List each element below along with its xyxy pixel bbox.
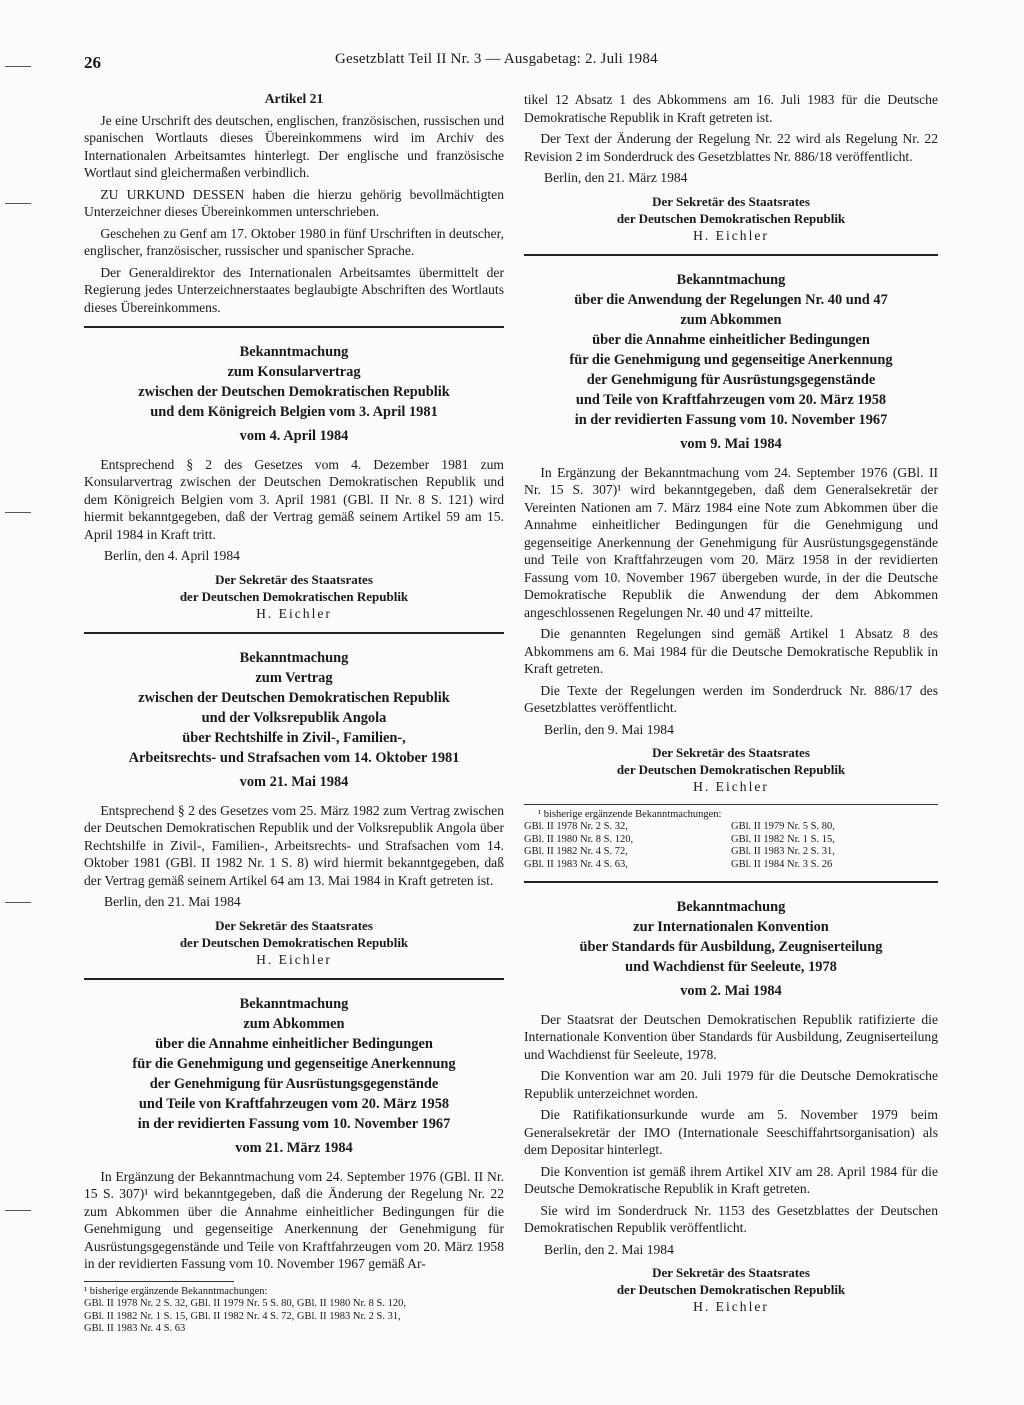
footnote-rule <box>84 1281 234 1282</box>
signature-title: der Deutschen Demokratischen Republik <box>616 762 846 777</box>
signature-name: H. Eichler <box>693 227 769 243</box>
section-divider <box>524 881 938 883</box>
footnote-row <box>524 834 938 847</box>
signature-name: H. Eichler <box>256 605 332 621</box>
announcement-body: Die genannten Regelungen sind gemäß Artikel 1 Absatz 8 des Abkommens am 6. Mai 1984 für die Deutsche Demokratische Republik in Kraft getreten. <box>524 626 938 676</box>
announcement-title: über die Annahme einheitlicher Bedingungen <box>592 332 870 348</box>
announcement-title: der Genehmigung für Ausrüstungsgegenstände <box>586 372 876 388</box>
signature-name: H. Eichler <box>693 1299 769 1314</box>
footnote-line: GBl. II 1984 Nr. 3 S. 26 <box>731 858 833 870</box>
announcement-title: zum Abkommen <box>243 1016 345 1032</box>
signature-title: der Deutschen Demokratischen Republik <box>616 210 846 226</box>
place-date: Berlin, den 9. Mai 1984 <box>544 721 674 737</box>
footnote-line: GBl. II 1983 Nr. 4 S. 63, <box>524 858 628 870</box>
signature-title: Der Sekretär des Staatsrates <box>652 1265 810 1280</box>
announcement-title: Bekanntmachung <box>676 272 786 288</box>
footnote-line: GBl. II 1982 Nr. 1 S. 15, <box>731 833 835 845</box>
article-paragraph: Geschehen zu Genf am 17. Oktober 1980 in fünf Urschriften in deutscher, englischer, französischer, russischer und spanischer Sprache. <box>84 225 504 258</box>
announcement-title: über die Anwendung der Regelungen Nr. 40 und 47 <box>574 292 888 308</box>
footnote-line: GBl. II 1979 Nr. 5 S. 80, <box>731 821 835 832</box>
announcement-body: In Ergänzung der Bekanntmachung vom 24. September 1976 (GBl. II Nr. 15 S. 307)¹ wird bekanntgegeben, daß dem Generalsekretär der Vereinten Nationen am 7. März 1984 eine Note zum Abkommen über die Annahme einheitlicher Bedingungen für die Genehmigung und gegenseitige Anerkennung der Genehmigung für Ausrüstungsgegenstände und Teile von Kraftfahrzeugen vom 20. März 1958 in der revidierten Fassung vom 10. November 1967 übergeben wurde, in der die Deutsche Demokratische Republik die Anwendung der dem Abkommen angeschlossenen Regelungen Nr. 40 und 47 mitteilte. <box>524 464 938 620</box>
announcement-seafarers <box>524 897 938 1316</box>
article-paragraph: Der Generaldirektor des Internationalen Arbeitsamtes übermittelt der Regierung jedes Unterzeichnerstaates beglaubigte Abschriften des Wortlauts dieses Übereinkommens. <box>84 264 504 315</box>
announcement-date: vom 2. Mai 1984 <box>680 983 782 999</box>
margin-mark <box>5 1210 31 1211</box>
announcement-title: und Teile von Kraftfahrzeugen vom 20. März 1958 <box>138 1096 450 1112</box>
signature-name: H. Eichler <box>693 779 769 794</box>
announcement-body: Die Konvention war am 20. Juli 1979 für die Deutsche Demokratische Republik unterzeichnet worden. <box>524 1068 938 1101</box>
announcement-title: zur Internationalen Konvention <box>633 919 829 935</box>
footnote-line: GBl. II 1978 Nr. 2 S. 32, GBl. II 1979 Nr. 5 S. 80, GBl. II 1980 Nr. 8 S. 120, <box>84 1298 407 1309</box>
announcement-title: zwischen der Deutschen Demokratischen Republik <box>138 690 450 706</box>
announcement-title: Bekanntmachung <box>239 996 349 1012</box>
footnote-line: GBl. II 1982 Nr. 1 S. 15, GBl. II 1982 Nr. 4 S. 72, GBl. II 1983 Nr. 2 S. 31, <box>84 1310 401 1322</box>
announcement-title: über Rechtshilfe in Zivil-, Familien-, <box>182 730 406 746</box>
announcement-title: Arbeitsrechts- und Strafsachen vom 14. Oktober 1981 <box>128 750 460 766</box>
running-header: Gesetzblatt Teil II Nr. 3 — Ausgabetag: 2. Juli 1984 <box>335 51 658 67</box>
announcement-date: vom 4. April 1984 <box>239 428 349 444</box>
announcement-title: Bekanntmachung <box>239 650 349 666</box>
announcement-title: der Genehmigung für Ausrüstungsgegenstände <box>149 1076 439 1092</box>
place-date: Berlin, den 2. Mai 1984 <box>544 1241 674 1257</box>
footnote-heading: ¹ bisherige ergänzende Bekanntmachungen: <box>84 1285 268 1297</box>
signature-title: der Deutschen Demokratischen Republik <box>179 934 409 950</box>
announcement-date: vom 21. März 1984 <box>235 1140 353 1156</box>
announcement-title: zwischen der Deutschen Demokratischen Republik <box>138 384 450 400</box>
announcement-title: zum Konsularvertrag <box>227 364 361 380</box>
footnote-row <box>524 859 938 872</box>
announcement-title: und dem Königreich Belgien vom 3. April 1981 <box>150 404 438 420</box>
continued-paragraph: Der Text der Änderung der Regelung Nr. 22 wird als Regelung Nr. 22 Revision 2 im Sonderdruck des Gesetzblattes Nr. 886/18 veröffentlicht. <box>524 131 938 164</box>
announcement-title: zum Abkommen <box>680 312 782 328</box>
left-column <box>84 90 504 1336</box>
announcement-title: und Wachdienst für Seeleute, 1978 <box>625 959 837 975</box>
announcement-title: für die Genehmigung und gegenseitige Anerkennung <box>569 352 893 368</box>
announcement-title: zum Vertrag <box>255 670 333 686</box>
section-divider <box>84 632 504 634</box>
footnote <box>524 809 938 872</box>
announcement-title: Bekanntmachung <box>239 344 349 360</box>
footnote-line: GBl. II 1983 Nr. 2 S. 31, <box>731 846 835 857</box>
footnote-line: GBl. II 1982 Nr. 4 S. 72, <box>524 846 628 857</box>
announcement-title: über Standards für Ausbildung, Zeugniserteilung <box>579 939 883 955</box>
margin-mark <box>5 66 31 67</box>
signature-title: Der Sekretär des Staatsrates <box>652 745 810 760</box>
footnote-heading: ¹ bisherige ergänzende Bekanntmachungen: <box>538 808 722 820</box>
announcement-body: Die Texte der Regelungen werden im Sonderdruck Nr. 886/17 des Gesetzblattes veröffentlicht. <box>524 682 938 715</box>
announcement-title: in der revidierten Fassung vom 10. November 1967 <box>574 412 888 428</box>
announcement-date: vom 9. Mai 1984 <box>680 436 782 452</box>
announcement-title: in der revidierten Fassung vom 10. November 1967 <box>137 1116 451 1132</box>
announcement-body: Entsprechend § 2 des Gesetzes vom 25. März 1982 zum Vertrag zwischen der Deutschen Demokratischen Republik und der Volksrepublik Angola über Rechtshilfe in Zivil-, Familien-, Arbeitsrechts- und Strafsachen vom 14. Oktober 1981 (GBl. II 1982 Nr. 1 S. 8) wird hiermit bekanntgegeben, daß der Vertrag gemäß seinem Artikel 64 am 13. Mai 1984 in Kraft getreten ist. <box>84 802 504 888</box>
place-date: Berlin, den 21. März 1984 <box>544 170 688 185</box>
announcement-title: über die Annahme einheitlicher Bedingungen <box>155 1036 433 1052</box>
announcement-body: Entsprechend § 2 des Gesetzes vom 4. Dezember 1981 zum Konsularvertrag zwischen der Deutschen Demokratischen Republik und dem Königreich Belgien vom 3. April 1981 (GBl. II Nr. 8 S. 121) wird hiermit bekanntgegeben, daß der Vertrag gemäß seinem Artikel 59 am 15. April 1984 in Kraft tritt. <box>84 456 504 542</box>
footnote <box>84 1286 504 1336</box>
signature-title: Der Sekretär des Staatsrates <box>215 917 373 933</box>
article-heading: Artikel 21 <box>264 91 324 106</box>
announcement-body: In Ergänzung der Bekanntmachung vom 24. September 1976 (GBl. II Nr. 15 S. 307)¹ wird bekanntgegeben, daß die Änderung der Regelung Nr. 22 zum Abkommen über die Annahme einheitlicher Bedingungen für die Genehmigung und gegenseitige Anerkennung der Genehmigung für Ausrüstungsgegenstände und Teile von Kraftfahrzeugen vom 20. März 1958 in der revidierten Fassung vom 10. November 1967 gemäß Ar- <box>84 1168 504 1271</box>
place-date: Berlin, den 4. April 1984 <box>104 548 240 563</box>
margin-mark <box>5 512 31 513</box>
announcement-vehicles-40-47 <box>524 270 938 871</box>
section-divider <box>84 326 504 328</box>
announcement-angola <box>84 648 504 968</box>
announcement-title: für die Genehmigung und gegenseitige Anerkennung <box>132 1056 456 1072</box>
section-divider <box>524 254 938 256</box>
announcement-body: Die Ratifikationsurkunde wurde am 5. November 1979 beim Generalsekretär der IMO (Internationale Seeschiffahrtsorganisation) als dem Depositar hinterlegt. <box>524 1107 938 1157</box>
section-divider <box>84 978 504 980</box>
announcement-vehicles-22 <box>84 994 504 1336</box>
signature-name: H. Eichler <box>256 951 332 967</box>
right-column <box>524 91 938 1320</box>
page-number: 26 <box>84 53 101 72</box>
announcement-title: Bekanntmachung <box>676 899 786 915</box>
announcement-consular <box>84 342 504 622</box>
announcement-title: und Teile von Kraftfahrzeugen vom 20. März 1958 <box>575 392 887 408</box>
signature-title: Der Sekretär des Staatsrates <box>652 193 810 209</box>
footnote-line: GBl. II 1983 Nr. 4 S. 63 <box>84 1323 186 1334</box>
announcement-body: Sie wird im Sonderdruck Nr. 1153 des Gesetzblattes der Deutschen Demokratischen Republik veröffentlicht. <box>524 1202 938 1235</box>
signature-title: der Deutschen Demokratischen Republik <box>616 1282 846 1297</box>
signature-title: Der Sekretär des Staatsrates <box>215 571 373 587</box>
announcement-body: Die Konvention ist gemäß ihrem Artikel XIV am 28. April 1984 für die Deutsche Demokratische Republik in Kraft getreten. <box>524 1163 938 1196</box>
continued-paragraph: tikel 12 Absatz 1 des Abkommens am 16. Juli 1983 für die Deutsche Demokratische Republik in Kraft getreten ist. <box>524 92 938 125</box>
signature-title: der Deutschen Demokratischen Republik <box>179 588 409 604</box>
footnote-row <box>524 821 938 834</box>
footnote-rule <box>524 804 938 805</box>
margin-mark <box>5 203 31 204</box>
announcement-date: vom 21. Mai 1984 <box>239 774 349 790</box>
article-paragraph: Je eine Urschrift des deutschen, englischen, französischen, russischen und spanischen Wortlauts dieses Übereinkommens wird im Archiv des Internationalen Arbeitsamtes hinterlegt. Der englische und französische Wortlaut sind gleichermaßen verbindlich. <box>84 112 504 180</box>
footnote-row <box>524 846 938 859</box>
footnote-line: GBl. II 1980 Nr. 8 S. 120, <box>524 833 634 845</box>
margin-mark <box>5 902 31 903</box>
footnote-line: GBl. II 1978 Nr. 2 S. 32, <box>524 821 628 832</box>
article-paragraph: ZU URKUND DESSEN haben die hierzu gehörig bevollmächtigten Unterzeichner dieses Übereinkommen unterschrieben. <box>84 186 504 219</box>
announcement-body: Der Staatsrat der Deutschen Demokratischen Republik ratifizierte die Internationale Konvention über Standards für Ausbildung, Zeugniserteilung und Wachdienst für Seeleute, 1978. <box>524 1011 938 1062</box>
place-date: Berlin, den 21. Mai 1984 <box>104 894 241 909</box>
announcement-title: und der Volksrepublik Angola <box>201 710 387 726</box>
